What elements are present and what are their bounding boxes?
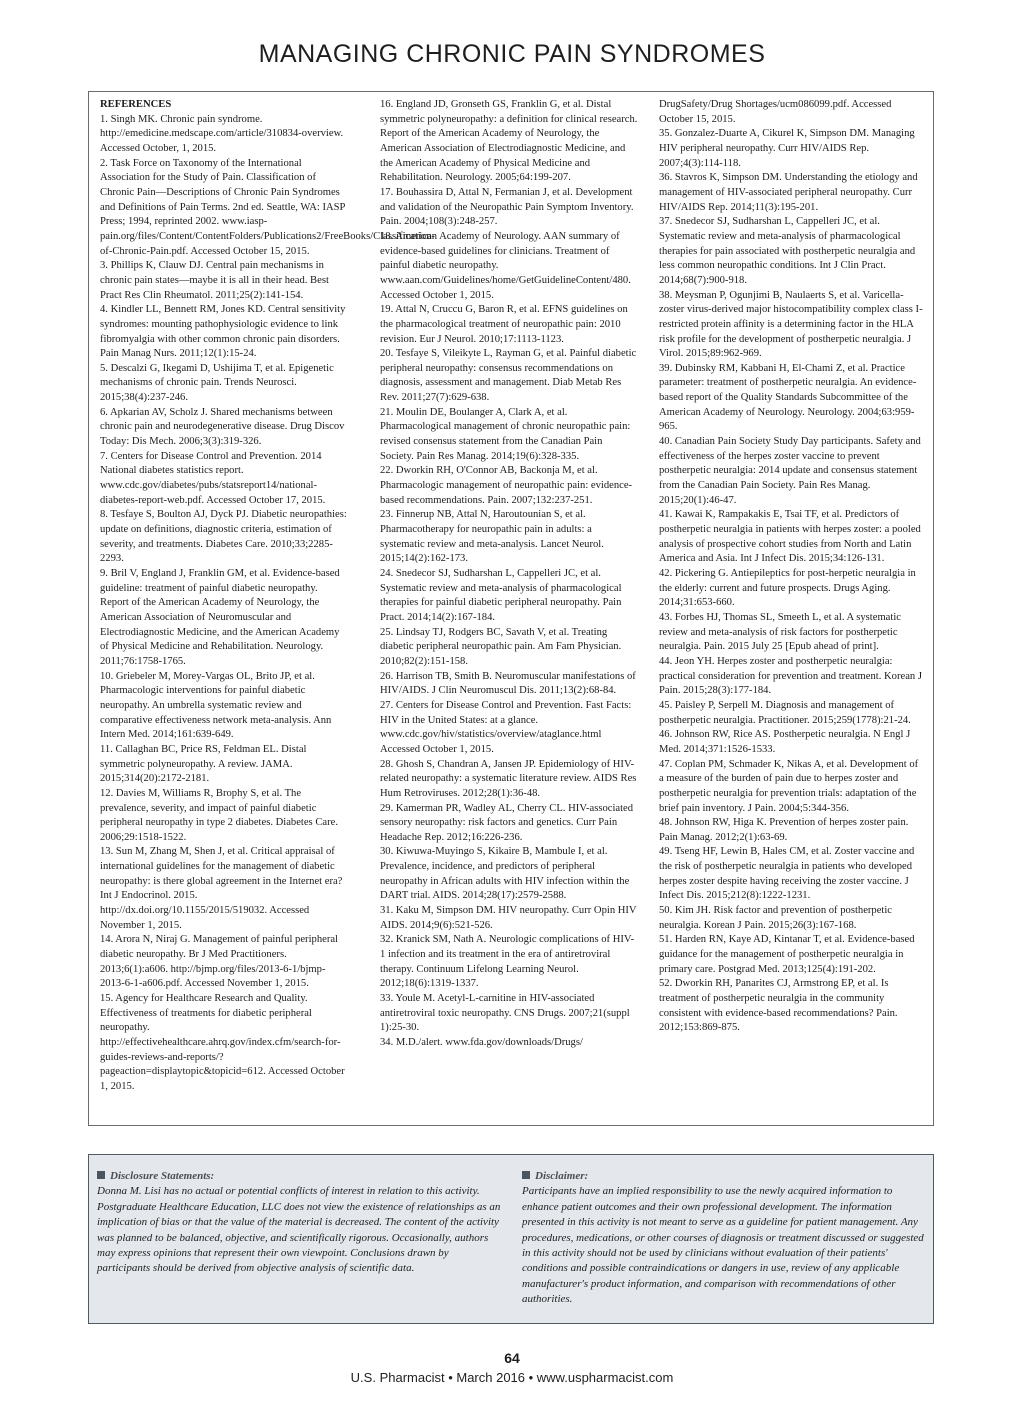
reference-item: 39. Dubinsky RM, Kabbani H, El-Chami Z, et al. Practice parameter: treatment of postherpetic neuralgia. An evidence-based report of the Quality Standards Subcommittee of the American Academy of Neurology. Neurology. 2004;63:959-965. [659, 362, 917, 433]
reference-item: 20. Tesfaye S, Vileikyte L, Rayman G, et al. Painful diabetic peripheral neuropathy: consensus recommendations on diagnosis, assessment and management. Diab Metab Res Rev. 2011;27(7):629-638. [380, 348, 637, 404]
reference-item: 32. Kranick SM, Nath A. Neurologic complications of HIV-1 infection and its treatment in the era of antiretroviral therapy. Continuum Lifelong Learning Neurol. 2012;18(6):1319-1337. [380, 934, 635, 990]
reference-item: 30. Kiwuwa-Muyingo S, Kikaire B, Mambule I, et al. Prevalence, incidence, and predictors of peripheral neuropathy in African adults with HIV infection within the DART trial. AIDS. 2014;28(17):2579-2588. [380, 846, 630, 902]
reference-item: 38. Meysman P, Ogunjimi B, Naulaerts S, et al. Varicella-zoster virus-derived major histocompatibility complex class I-restricted protein affinity is a determining factor in the HLA risk profile for the development of postherpetic neuralgia. J Virol. 2015;89:962-969. [659, 289, 923, 360]
reference-item: 2. Task Force on Taxonomy of the International Association for the Study of Pain. Classification of Chronic Pain—Descriptions of Chronic Pain Syndromes and Definitions of Pain Terms. 2nd ed. Seattle, WA: IASP Press; 1994, reprinted 2002. www.iasp-pain.org/files/Content/ContentFolders/Publications2/FreeBooks/Classification-of-Chronic-Pain.pdf. Accessed October 15, 2015. [100, 157, 435, 257]
reference-item: 25. Lindsay TJ, Rodgers BC, Savath V, et al. Treating diabetic peripheral neuropathic pain. Am Fam Physician. 2010;82(2):151-158. [380, 626, 622, 667]
references-heading: REFERENCES [100, 99, 172, 110]
reference-item: 27. Centers for Disease Control and Prevention. Fast Facts: HIV in the United States: at a glance. www.cdc.gov/hiv/statistics/overview/ataglance.html Accessed October 1, 2015. [380, 699, 632, 755]
reference-item: 43. Forbes HJ, Thomas SL, Smeeth L, et al. A systematic review and meta-analysis of risk factors for postherpetic neuralgia. Pain. 2015 July 25 [Epub ahead of print]. [659, 611, 901, 653]
page-number: 64 [504, 1350, 520, 1366]
reference-list-2 [380, 98, 638, 1051]
reference-item: 24. Snedecor SJ, Sudharshan L, Cappelleri JC, et al. Systematic review and meta-analysis of pharmacological therapies for painful diabetic peripheral neuropathy. Pain Pract. 2014;14(2):167-184. [380, 568, 622, 623]
reference-item: 12. Davies M, Williams R, Brophy S, et al. The prevalence, severity, and impact of painful diabetic peripheral neuropathy in type 2 diabetes. Diabetes Care. 2006;29:1518-1522. [100, 787, 338, 843]
disclosure-section [97, 1169, 503, 1277]
reference-item: 51. Harden RN, Kaye AD, Kintanar T, et al. Evidence-based guidance for the management of postherpetic neuralgia in primary care. Postgrad Med. 2013;125(4):191-202. [659, 934, 915, 975]
reference-list-1 [100, 113, 435, 1095]
reference-item: 14. Arora N, Niraj G. Management of painful peripheral diabetic neuropathy. Br J Med Practitioners. 2013;6(1):a606. http://bjmp.org/files/2013-6-1/bjmp-2013-6-1-a606.pdf. Accessed November 1, 2015. [100, 934, 338, 990]
reference-item: 52. Dworkin RH, Panarites CJ, Armstrong EP, et al. Is treatment of postherpetic neuralgia in the community consistent with evidence-based recommendations? Pain. 2012;153:869-875. [659, 978, 898, 1034]
reference-item: 28. Ghosh S, Chandran A, Jansen JP. Epidemiology of HIV-related neuropathy: a systematic literature review. AIDS Res Hum Retroviruses. 2012;28(1):36-48. [380, 758, 637, 799]
reference-item: 23. Finnerup NB, Attal N, Haroutounian S, et al. Pharmacotherapy for neuropathic pain in adults: a systematic review and meta-analysis. Lancet Neurol. 2015;14(2):162-173. [380, 509, 604, 565]
reference-item: 36. Stavros K, Simpson DM. Understanding the etiology and management of HIV-associated peripheral neuropathy. Curr HIV/AIDS Rep. 2014;11(3):195-201. [659, 172, 918, 213]
reference-item: 6. Apkarian AV, Scholz J. Shared mechanisms between chronic pain and neurodegenerative disease. Drug Discov Today: Dis Mech. 2006;3(3):319-326. [100, 406, 345, 448]
reference-item: 50. Kim JH. Risk factor and prevention of postherpetic neuralgia. Korean J Pain. 2015;26(3):167-168. [659, 905, 893, 931]
reference-item: 29. Kamerman PR, Wadley AL, Cherry CL. HIV-associated sensory neuropathy: risk factors and genetics. Curr Pain Headache Rep. 2012;16:226-236. [380, 802, 634, 843]
reference-item: 44. Jeon YH. Herpes zoster and postherpetic neuralgia: practical consideration for prevention and treatment. Korean J Pain. 2015;28(3):177-184. [659, 655, 922, 697]
reference-item: 48. Johnson RW, Higa K. Prevention of herpes zoster pain. Pain Manag. 2012;2(1):63-69. [659, 817, 909, 843]
reference-item: 4. Kindler LL, Bennett RM, Jones KD. Central sensitivity syndromes: mounting pathophysiologic evidence to link fibromyalgia with other common chronic pain disorders. Pain Manag Nurs. 2011;12(1):15-24. [100, 304, 346, 360]
references-column-1 [100, 98, 435, 1095]
disclaimer-paragraph: Participants have an implied responsibility to use the newly acquired information to enhance patient outcomes and their own professional development. The information presented in this activity is not meant to serve as a guideline for patient management. Any procedures, medications, or other courses of diagnosis or treatment discussed or suggested in this activity should not be used by clinicians without evaluation of their patients' conditions and possible contraindications or dangers in use, review of any applicable manufacturer's product information, and comparison with recommendations of other authorities. [522, 1185, 924, 1306]
reference-item: 33. Youle M. Acetyl-L-carnitine in HIV-associated antiretroviral toxic neuropathy. CNS Drugs. 2007;21(suppl 1):25-30. [380, 993, 630, 1034]
reference-item: 19. Attal N, Cruccu G, Baron R, et al. EFNS guidelines on the pharmacological treatment of neuropathic pain: 2010 revision. Eur J Neurol. 2010;17:1113-1123. [380, 304, 628, 345]
reference-item: 49. Tseng HF, Lewin B, Hales CM, et al. Zoster vaccine and the risk of postherpetic neuralgia in patients who developed herpes zoster despite having receiving the zoster vaccine. J Infect Dis. 2015;212(8):1222-1231. [659, 846, 915, 902]
square-bullet-icon [522, 1171, 530, 1179]
reference-item: 17. Bouhassira D, Attal N, Fermanian J, et al. Development and validation of the Neuropathic Pain Symptom Inventory. Pain. 2004;108(3):248-257. [380, 186, 634, 228]
reference-item: 1. Singh MK. Chronic pain syndrome. http://emedicine.medscape.com/article/310834-overview. Accessed October, 1, 2015. [100, 113, 344, 154]
reference-item: 40. Canadian Pain Society Study Day participants. Safety and effectiveness of the herpes zoster vaccine to prevent postherpetic neuralgia: 2014 update and consensus statement from the Canadian Pain Society. Pain Res Manag. 2015;20(1):46-47. [659, 436, 921, 506]
reference-item: 15. Agency for Healthcare Research and Quality. Effectiveness of treatments for diabetic peripheral neuropathy. http://effectivehealthcare.ahrq.gov/index.cfm/search-for-guides-reviews-and-reports/?pageaction=displaytopic&topicid=612. Accessed October 1, 2015. [100, 993, 345, 1092]
reference-item: 7. Centers for Disease Control and Prevention. 2014 National diabetes statistics report. www.cdc.gov/diabetes/pubs/statsreport14/national-diabetes-report-web.pdf. Accessed October 17, 2015. [100, 450, 326, 506]
reference-item: 11. Callaghan BC, Price RS, Feldman EL. Distal symmetric polyneuropathy. A review. JAMA. 2015;314(20):2172-2181. [100, 743, 307, 785]
references-column-2 [380, 98, 638, 1051]
reference-item: 16. England JD, Gronseth GS, Franklin G, et al. Distal symmetric polyneuropathy: a definition for clinical research. Report of the American Academy of Neurology, the American Association of Electrodiagnostic Medicine, and the American Academy of Physical Medicine and Rehabilitation. Neurology. 2005;64:199-207. [380, 99, 638, 184]
reference-item: 47. Coplan PM, Schmader K, Nikas A, et al. Development of a measure of the burden of pain due to herpes zoster and postherpetic neuralgia for prevention trials: adaptation of the brief pain inventory. J Pain. 2004;5:344-356. [659, 758, 919, 814]
disclosure-paragraph-1: Donna M. Lisi has no actual or potential conflicts of interest in relation to this activity. [97, 1185, 480, 1198]
reference-item: 34. M.D./alert. www.fda.gov/downloads/Drugs/ [380, 1037, 583, 1048]
reference-item: 18. American Academy of Neurology. AAN summary of evidence-based guidelines for clinicians. Treatment of painful diabetic neuropathy. www.aan.com/Guidelines/home/GetGuidelineContent/480. Accessed October 1, 2015. [380, 230, 631, 301]
square-bullet-icon [97, 1171, 105, 1179]
disclaimer-section [522, 1169, 924, 1308]
reference-item: 9. Bril V, England J, Franklin GM, et al. Evidence-based guideline: treatment of painful diabetic neuropathy. Report of the American Academy of Neurology, the American Association of Neuromuscular and Electrodiagnostic Medicine, and the American Academy of Physical Medicine and Rehabilitation. Neurology. 2011;76:1758-1765. [100, 568, 340, 667]
reference-item: 13. Sun M, Zhang M, Shen J, et al. Critical appraisal of international guidelines for the management of diabetic neuropathy: is there global agreement in the Internet era? Int J Endocrinol. 2015. http://dx.doi.org/10.1155/2015/519032. Accessed November 1, 2015. [100, 846, 343, 931]
reference-item: 21. Moulin DE, Boulanger A, Clark A, et al. Pharmacological management of chronic neuropathic pain: revised consensus statement from the Canadian Pain Society. Pain Res Manag. 2014;19(6):328-335. [380, 406, 631, 462]
reference-item: 26. Harrison TB, Smith B. Neuromuscular manifestations of HIV/AIDS. J Clin Neuromuscul Dis. 2011;13(2):68-84. [380, 670, 636, 697]
reference-item: 31. Kaku M, Simpson DM. HIV neuropathy. Curr Opin HIV AIDS. 2014;9(6):521-526. [380, 905, 637, 931]
reference-item: 42. Pickering G. Antiepileptics for post-herpetic neuralgia in the elderly: current and future prospects. Drugs Aging. 2014;31:653-660. [659, 568, 916, 609]
reference-list-3 [659, 98, 925, 1036]
disclosure-paragraph-2: Postgraduate Healthcare Education, LLC does not view the existence of relationships as an implication of bias or that the value of the material is decreased. The content of the activity was planned to be balanced, objective, and scientifically rigorous. Occasionally, authors may express opinions that represent their own viewpoint. Conclusions drawn by participants should be derived from objective analysis of scientific data. [97, 1200, 501, 1275]
reference-item: 3. Phillips K, Clauw DJ. Central pain mechanisms in chronic pain states—maybe it is all in their head. Best Pract Res Clin Rheumatol. 2011;25(2):141-154. [100, 260, 329, 301]
reference-item: 22. Dworkin RH, O'Connor AB, Backonja M, et al. Pharmacologic management of neuropathic pain: evidence-based recommendations. Pain. 2007;132:237-251. [380, 465, 633, 506]
reference-item: 46. Johnson RW, Rice AS. Postherpetic neuralgia. N Engl J Med. 2014;371:1526-1533. [659, 729, 911, 755]
reference-item: 37. Snedecor SJ, Sudharshan L, Cappelleri JC, et al. Systematic review and meta-analysis of pharmacological therapies for pain associated with postherpetic neuralgia and less common neuropathic conditions. Int J Clin Pract. 2014;68(7):900-918. [659, 216, 916, 286]
disclosure-heading: Disclosure Statements: [110, 1170, 215, 1182]
disclaimer-heading: Disclaimer: [535, 1170, 589, 1182]
reference-item: 8. Tesfaye S, Boulton AJ, Dyck PJ. Diabetic neuropathies: update on definitions, diagnostic criteria, estimation of severity, and treatments. Diabetes Care. 2010;33;2285-2293. [100, 509, 347, 565]
footer-text: U.S. Pharmacist • March 2016 • www.uspharmacist.com [350, 1370, 674, 1385]
reference-item: 5. Descalzi G, Ikegami D, Ushijima T, et al. Epigenetic mechanisms of chronic pain. Trends Neurosci. 2015;38(4):237-246. [100, 362, 334, 404]
references-column-3 [659, 98, 925, 1036]
page-title: MANAGING CHRONIC PAIN SYNDROMES [258, 40, 766, 68]
reference-item: 45. Paisley P, Serpell M. Diagnosis and management of postherpetic neuralgia. Practitioner. 2015;259(1778):21-24. [659, 699, 911, 726]
reference-item: 10. Griebeler M, Morey-Vargas OL, Brito JP, et al. Pharmacologic interventions for painful diabetic neuropathy. An umbrella systematic review and comparative effectiveness network meta-analysis. Ann Intern Med. 2014;161:639-649. [100, 670, 332, 741]
reference-item: DrugSafety/Drug Shortages/ucm086099.pdf. Accessed October 15, 2015. [659, 99, 892, 125]
reference-item: 35. Gonzalez-Duarte A, Cikurel K, Simpson DM. Managing HIV peripheral neuropathy. Curr HIV/AIDS Rep. 2007;4(3):114-118. [659, 128, 915, 169]
reference-item: 41. Kawai K, Rampakakis E, Tsai TF, et al. Predictors of postherpetic neuralgia in patients with herpes zoster: a pooled analysis of prospective cohort studies from North and Latin America and Asia. Int J Infect Dis. 2015;34:126-131. [659, 509, 921, 565]
